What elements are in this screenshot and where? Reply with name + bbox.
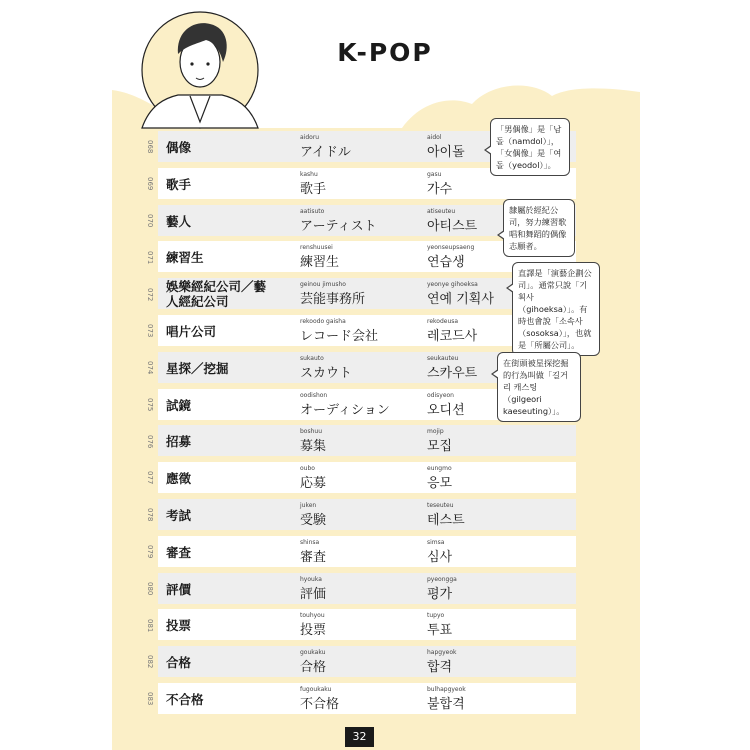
korean-term: 오디션 bbox=[427, 402, 465, 418]
korean-term: 스카우트 bbox=[427, 365, 478, 381]
korean-term: 아티스트 bbox=[427, 218, 478, 234]
korean-term: 레코드사 bbox=[427, 328, 478, 344]
japanese-romanization: boshuu bbox=[300, 428, 323, 436]
chinese-term: 投票 bbox=[166, 618, 192, 634]
entry-number: 081 bbox=[146, 618, 154, 633]
chinese-term: 考試 bbox=[166, 507, 192, 523]
entry-number: 079 bbox=[146, 545, 154, 559]
page-number: 32 bbox=[345, 727, 374, 747]
entry-number: 077 bbox=[146, 471, 154, 485]
japanese-term: アーティスト bbox=[300, 218, 377, 234]
chinese-term: 星探／挖掘 bbox=[166, 360, 229, 376]
korean-term: 투표 bbox=[427, 623, 453, 639]
korean-romanization: mojip bbox=[427, 428, 444, 436]
korean-romanization: gasu bbox=[427, 170, 442, 178]
korean-term: 가수 bbox=[427, 181, 453, 197]
japanese-term: 募集 bbox=[300, 439, 327, 455]
idol-avatar-illustration bbox=[140, 10, 260, 130]
chinese-term: 不合格 bbox=[166, 691, 204, 707]
entry-number: 071 bbox=[146, 250, 154, 265]
japanese-term: アイドル bbox=[300, 145, 351, 160]
table-row bbox=[140, 422, 580, 459]
japanese-term: 評価 bbox=[300, 586, 327, 602]
korean-term: 아이돌 bbox=[427, 145, 465, 160]
chinese-term: 審查 bbox=[166, 544, 192, 560]
entry-number: 080 bbox=[146, 581, 154, 596]
korean-romanization: odisyeon bbox=[427, 391, 454, 399]
entry-number: 076 bbox=[146, 434, 154, 449]
japanese-term: レコード会社 bbox=[300, 328, 379, 344]
korean-romanization: simsa bbox=[427, 538, 445, 546]
chinese-term: 練習生 bbox=[166, 250, 204, 266]
row-background bbox=[158, 683, 576, 714]
korean-term: 평가 bbox=[427, 586, 453, 602]
table-row bbox=[140, 496, 580, 533]
korean-term: 심사 bbox=[427, 549, 453, 565]
korean-romanization: yeonye gihoeksa bbox=[427, 281, 478, 289]
japanese-romanization: hyouka bbox=[300, 575, 322, 583]
row-background bbox=[158, 609, 576, 640]
entry-number: 069 bbox=[146, 177, 154, 191]
korean-term: 합격 bbox=[427, 660, 453, 676]
japanese-romanization: goukaku bbox=[300, 649, 326, 657]
chinese-term: 唱片公司 bbox=[166, 323, 217, 339]
japanese-term: 受験 bbox=[300, 512, 327, 528]
table-row bbox=[140, 570, 580, 607]
korean-term: 연습생 bbox=[427, 255, 465, 271]
table-row bbox=[140, 643, 580, 680]
japanese-term: 練習生 bbox=[300, 255, 340, 271]
entry-number: 074 bbox=[146, 361, 154, 375]
chinese-term: 應徵 bbox=[166, 471, 192, 487]
page-title: K-POP bbox=[337, 38, 433, 67]
korean-romanization: teseuteu bbox=[427, 501, 454, 509]
japanese-romanization: renshuusei bbox=[300, 244, 333, 252]
table-row bbox=[140, 533, 580, 570]
table-row bbox=[140, 680, 580, 717]
korean-romanization: hapgyeok bbox=[427, 649, 457, 657]
korean-term: 불합격 bbox=[427, 696, 465, 712]
table-row bbox=[140, 606, 580, 643]
row-background bbox=[158, 499, 576, 530]
japanese-romanization: rekoodo gaisha bbox=[300, 317, 346, 325]
korean-romanization: bulhapgyeok bbox=[427, 685, 466, 693]
japanese-romanization: oubo bbox=[300, 465, 315, 473]
note-callout-idol: 「男偶像」是「남돌（namdol）」，「女偶像」是「여돌（yeodol）」。 bbox=[490, 118, 570, 176]
japanese-romanization: geinou jimusho bbox=[300, 281, 346, 289]
japanese-term: 歌手 bbox=[300, 181, 327, 197]
korean-romanization: atiseuteu bbox=[427, 207, 456, 215]
japanese-romanization: sukauto bbox=[300, 354, 324, 362]
chinese-term: 試鏡 bbox=[166, 397, 192, 413]
row-background bbox=[158, 425, 576, 456]
entry-number: 072 bbox=[146, 287, 154, 301]
japanese-term: スカウト bbox=[300, 365, 353, 381]
japanese-term: 不合格 bbox=[300, 696, 340, 712]
korean-romanization: pyeongga bbox=[427, 575, 457, 583]
japanese-term: 応募 bbox=[300, 476, 327, 492]
note-callout-trainee: 隸屬於經紀公司，努力練習歌唱和舞蹈的偶像志願者。 bbox=[503, 199, 575, 257]
korean-term: 테스트 bbox=[427, 512, 465, 528]
row-background bbox=[158, 462, 576, 493]
entry-number: 078 bbox=[146, 508, 154, 522]
japanese-term: 合格 bbox=[300, 660, 327, 676]
chinese-term: 評價 bbox=[166, 581, 192, 597]
korean-term: 응모 bbox=[427, 476, 453, 492]
entry-number: 083 bbox=[146, 692, 154, 706]
row-background bbox=[158, 573, 576, 604]
korean-romanization: rekodeusa bbox=[427, 317, 459, 325]
japanese-term: 芸能事務所 bbox=[300, 292, 366, 308]
japanese-term: オーディション bbox=[300, 402, 390, 418]
chinese-term: 合格 bbox=[166, 655, 192, 671]
note-callout-agency: 直譯是「演藝企劃公司」。通常只說「기획사（gihoeksa）」。有時也會說「소속사（sosoksa）」，也就是「所屬公司」。 bbox=[512, 262, 600, 356]
japanese-romanization: shinsa bbox=[300, 538, 320, 546]
korean-romanization: tupyo bbox=[427, 612, 445, 620]
japanese-romanization: juken bbox=[300, 501, 317, 509]
entry-number: 068 bbox=[146, 140, 154, 154]
entry-number: 073 bbox=[146, 324, 154, 338]
japanese-romanization: aidoru bbox=[300, 134, 320, 141]
chinese-term: 娛樂經紀公司／藝人經紀公司 bbox=[166, 279, 267, 310]
korean-romanization: eungmo bbox=[427, 465, 452, 473]
japanese-romanization: touhyou bbox=[300, 612, 325, 620]
entry-number: 082 bbox=[146, 655, 154, 669]
korean-romanization: seukauteu bbox=[427, 354, 459, 362]
korean-romanization: yeonseupsaeng bbox=[427, 244, 475, 252]
note-callout-scout: 在街頭被星探挖掘的行為叫做「길거리 캐스팅（gilgeori kaeseuting）」。 bbox=[497, 352, 581, 422]
japanese-romanization: fugoukaku bbox=[300, 685, 332, 693]
entry-number: 070 bbox=[146, 213, 154, 228]
korean-term: 모집 bbox=[427, 439, 453, 455]
chinese-term: 招募 bbox=[166, 434, 192, 450]
japanese-term: 審査 bbox=[300, 549, 327, 565]
chinese-term: 藝人 bbox=[166, 213, 192, 229]
japanese-romanization: kashu bbox=[300, 170, 318, 178]
korean-romanization: aidol bbox=[427, 134, 442, 141]
korean-term: 연예 기획사 bbox=[427, 292, 494, 308]
row-background bbox=[158, 536, 576, 567]
entry-number: 075 bbox=[146, 397, 154, 412]
table-row bbox=[140, 459, 580, 496]
japanese-romanization: aatisuto bbox=[300, 207, 325, 215]
japanese-term: 投票 bbox=[300, 623, 327, 639]
row-background bbox=[158, 646, 576, 677]
japanese-romanization: oodishon bbox=[300, 391, 328, 399]
chinese-term: 偶像 bbox=[166, 140, 192, 155]
chinese-term: 歌手 bbox=[166, 176, 192, 192]
